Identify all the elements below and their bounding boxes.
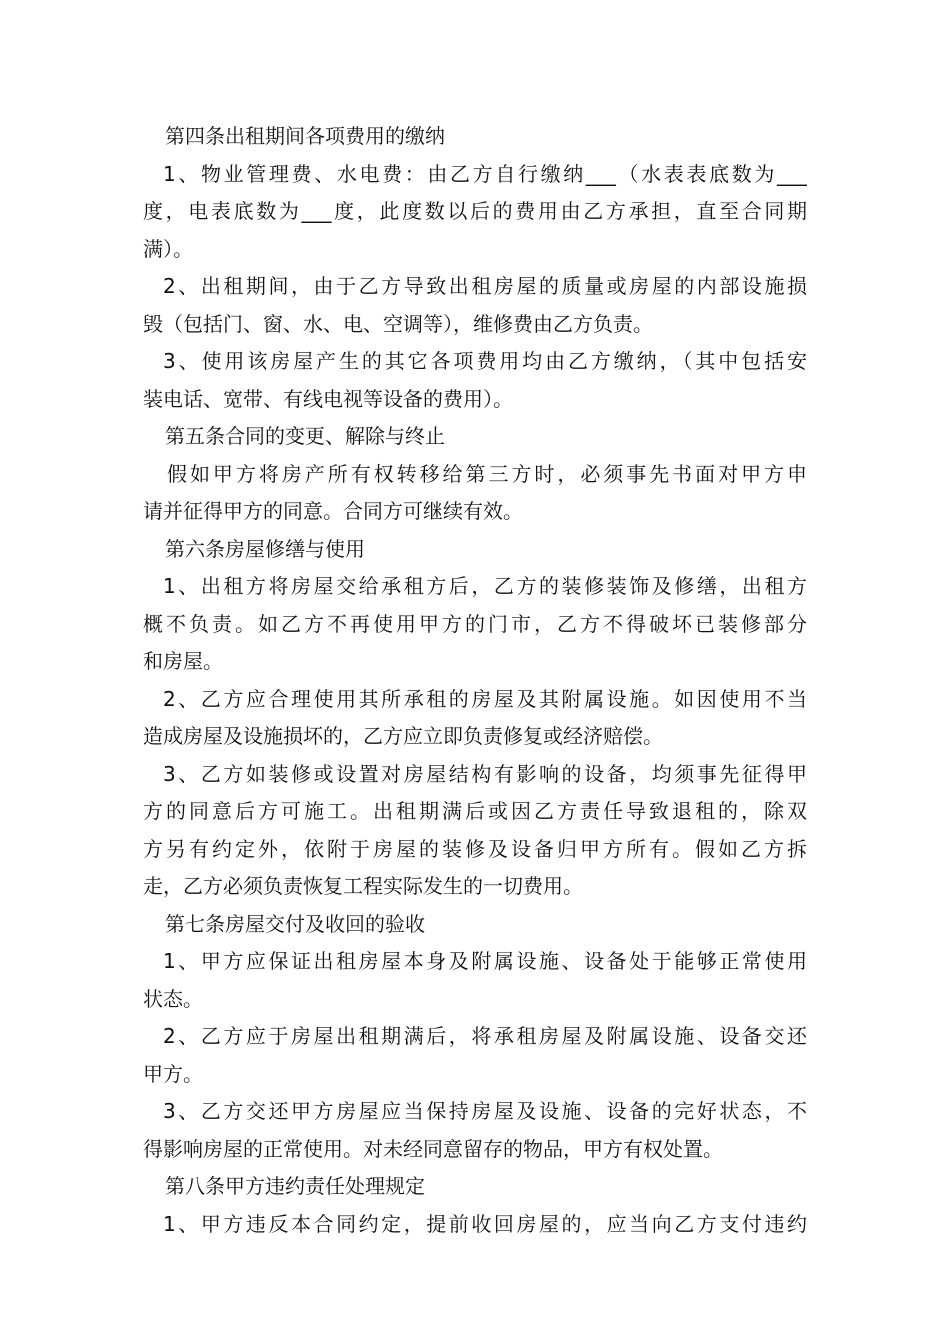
text-line: 假如甲方将房产所有权转移给第三方时，必须事先书面对甲方申 (167, 461, 807, 486)
text-line: 概不负责。如乙方不再使用甲方的门市，乙方不得破坏已装修部分 (143, 611, 807, 636)
text-line: 走，乙方必须负责恢复工程实际发生的一切费用。 (143, 874, 583, 898)
section-heading: 第七条房屋交付及收回的验收 (165, 911, 425, 936)
text-line: 1、甲方应保证出租房屋本身及附属设施、设备处于能够正常使用 (163, 949, 807, 973)
section-heading: 第八条甲方违约责任处理规定 (165, 1174, 425, 1198)
text-line: 1、甲方违反本合同约定，提前收回房屋的，应当向乙方支付违约 (163, 1211, 807, 1236)
document-page (143, 118, 807, 1243)
text-line: 2、乙方应合理使用其所承租的房屋及其附属设施。如因使用不当 (163, 686, 807, 711)
text-line: 毁（包括门、窗、水、电、空调等），维修费由乙方负责。 (143, 311, 653, 336)
text-line: 请并征得甲方的同意。合同方可继续有效。 (143, 499, 523, 523)
text-line: 装电话、宽带、有线电视等设备的费用）。 (143, 386, 513, 411)
text-line: 方另有约定外，依附于房屋的装修及设备归甲方所有。假如乙方拆 (143, 836, 807, 861)
text-line: 得影响房屋的正常使用。对未经同意留存的物品，甲方有权处置。 (143, 1136, 723, 1161)
text-line: 1、出租方将房屋交给承租方后，乙方的装修装饰及修缮，出租方 (163, 574, 807, 598)
text-line: 2、乙方应于房屋出租期满后，将承租房屋及附属设施、设备交还 (163, 1024, 807, 1048)
text-line: 2、出租期间，由于乙方导致出租房屋的质量或房屋的内部设施损 (163, 274, 807, 298)
text-line: 3、乙方如装修或设置对房屋结构有影响的设备，均须事先征得甲 (163, 761, 807, 786)
section-heading: 第六条房屋修缮与使用 (165, 536, 365, 561)
text-line: 方的同意后方可施工。出租期满后或因乙方责任导致退租的，除双 (143, 799, 807, 823)
text-line: 1、物业管理费、水电费：由乙方自行缴纳___（水表表底数为___ (163, 161, 807, 186)
section-heading: 第五条合同的变更、解除与终止 (165, 424, 445, 448)
section-heading: 第四条出租期间各项费用的缴纳 (165, 124, 445, 148)
text-line: 甲方。 (143, 1061, 203, 1086)
text-line: 状态。 (143, 986, 203, 1011)
text-line: 满）。 (143, 236, 193, 261)
text-line: 和房屋。 (143, 649, 223, 673)
text-line: 度，电表底数为___度，此度数以后的费用由乙方承担，直至合同期 (143, 199, 807, 223)
text-line: 造成房屋及设施损坏的，乙方应立即负责修复或经济赔偿。 (143, 724, 663, 748)
text-line: 3、乙方交还甲方房屋应当保持房屋及设施、设备的完好状态，不 (163, 1099, 807, 1123)
text-line: 3、使用该房屋产生的其它各项费用均由乙方缴纳，（其中包括安 (163, 349, 807, 373)
